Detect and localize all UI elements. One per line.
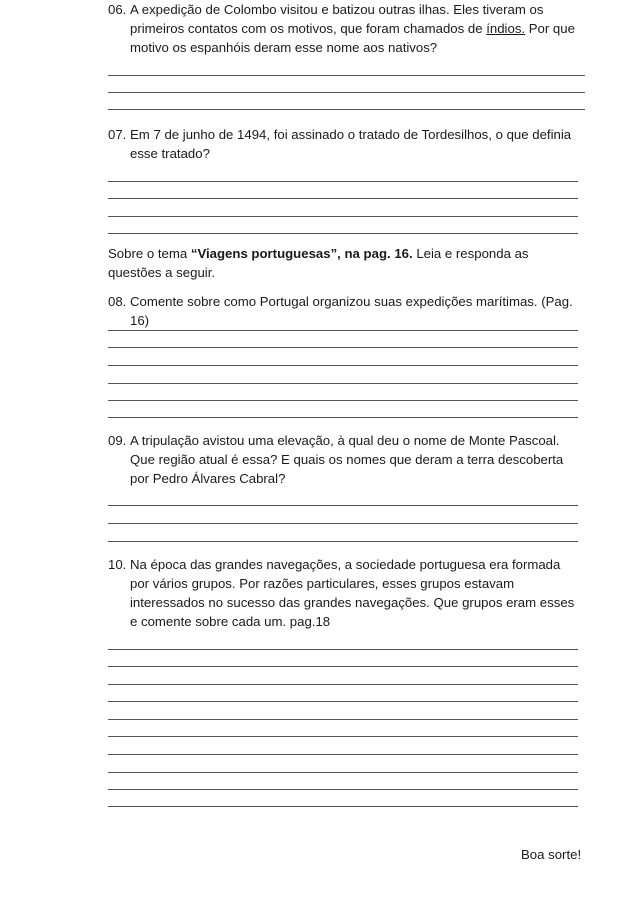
answer-line[interactable] [108,666,578,667]
answer-line[interactable] [108,806,578,807]
answer-line[interactable] [108,789,578,790]
answer-line[interactable] [108,754,578,755]
section-intro [108,244,583,282]
question-text-part: A expedição de Colombo visitou e batizou outras ilhas. Eles tiveram os primeiros contatos com os motivos, que foram chamados de [130,2,544,36]
answer-line[interactable] [108,649,578,650]
answer-line[interactable] [108,330,578,331]
question-number: 08. [108,294,127,309]
answer-line[interactable] [108,417,578,418]
question-09 [108,431,583,488]
answer-line[interactable] [108,347,578,348]
question-07 [108,125,583,163]
intro-text: Sobre o tema [108,246,191,261]
closing-message: Boa sorte! [521,847,582,862]
answer-line[interactable] [108,181,578,182]
answer-line[interactable] [108,75,585,76]
answer-line[interactable] [108,109,585,110]
answer-line[interactable] [108,233,578,234]
answer-line[interactable] [108,365,578,366]
answer-line[interactable] [108,541,578,542]
question-06 [108,0,583,57]
answer-line[interactable] [108,400,578,401]
answer-line[interactable] [108,198,578,199]
answer-line[interactable] [108,701,578,702]
question-text: Na época das grandes navegações, a sociedade portuguesa era formada por vários grupos. Por razões particulares, esses grupos estavam interessados no sucesso das grandes navegações. Que grupos eram esses e comente sobre cada um. pag.18 [130,557,575,629]
answer-line[interactable] [108,736,578,737]
answer-line[interactable] [108,92,585,93]
question-text [108,0,583,57]
underlined-term: índios. [486,21,526,36]
answer-line[interactable] [108,772,578,773]
answer-line[interactable] [108,719,578,720]
intro-topic: “Viagens portuguesas”, na pag. 16. [190,246,413,261]
answer-line[interactable] [108,505,578,506]
question-number: 07. [108,127,127,142]
question-text: A tripulação avistou uma elevação, à qual deu o nome de Monte Pascoal. Que região atual é essa? E quais os nomes que deram a terra descoberta por Pedro Álvares Cabral? [130,433,564,486]
question-text: Comente sobre como Portugal organizou suas expedições marítimas. (Pag. 16) [130,294,573,328]
question-08 [108,292,583,330]
question-10 [108,555,583,631]
answer-line[interactable] [108,383,578,384]
question-number: 09. [108,433,127,448]
question-text-part: Por que motivo os espanhóis deram esse nome aos nativos? [130,21,575,55]
answer-line[interactable] [108,523,578,524]
question-number: 10. [108,557,127,572]
answer-line[interactable] [108,684,578,685]
intro-text: Leia e responda as questões a seguir. [108,246,529,280]
answer-line[interactable] [108,216,578,217]
question-number: 06. [108,2,127,17]
question-text: Em 7 de junho de 1494, foi assinado o tratado de Tordesilhos, o que definia esse tratado? [130,127,572,161]
